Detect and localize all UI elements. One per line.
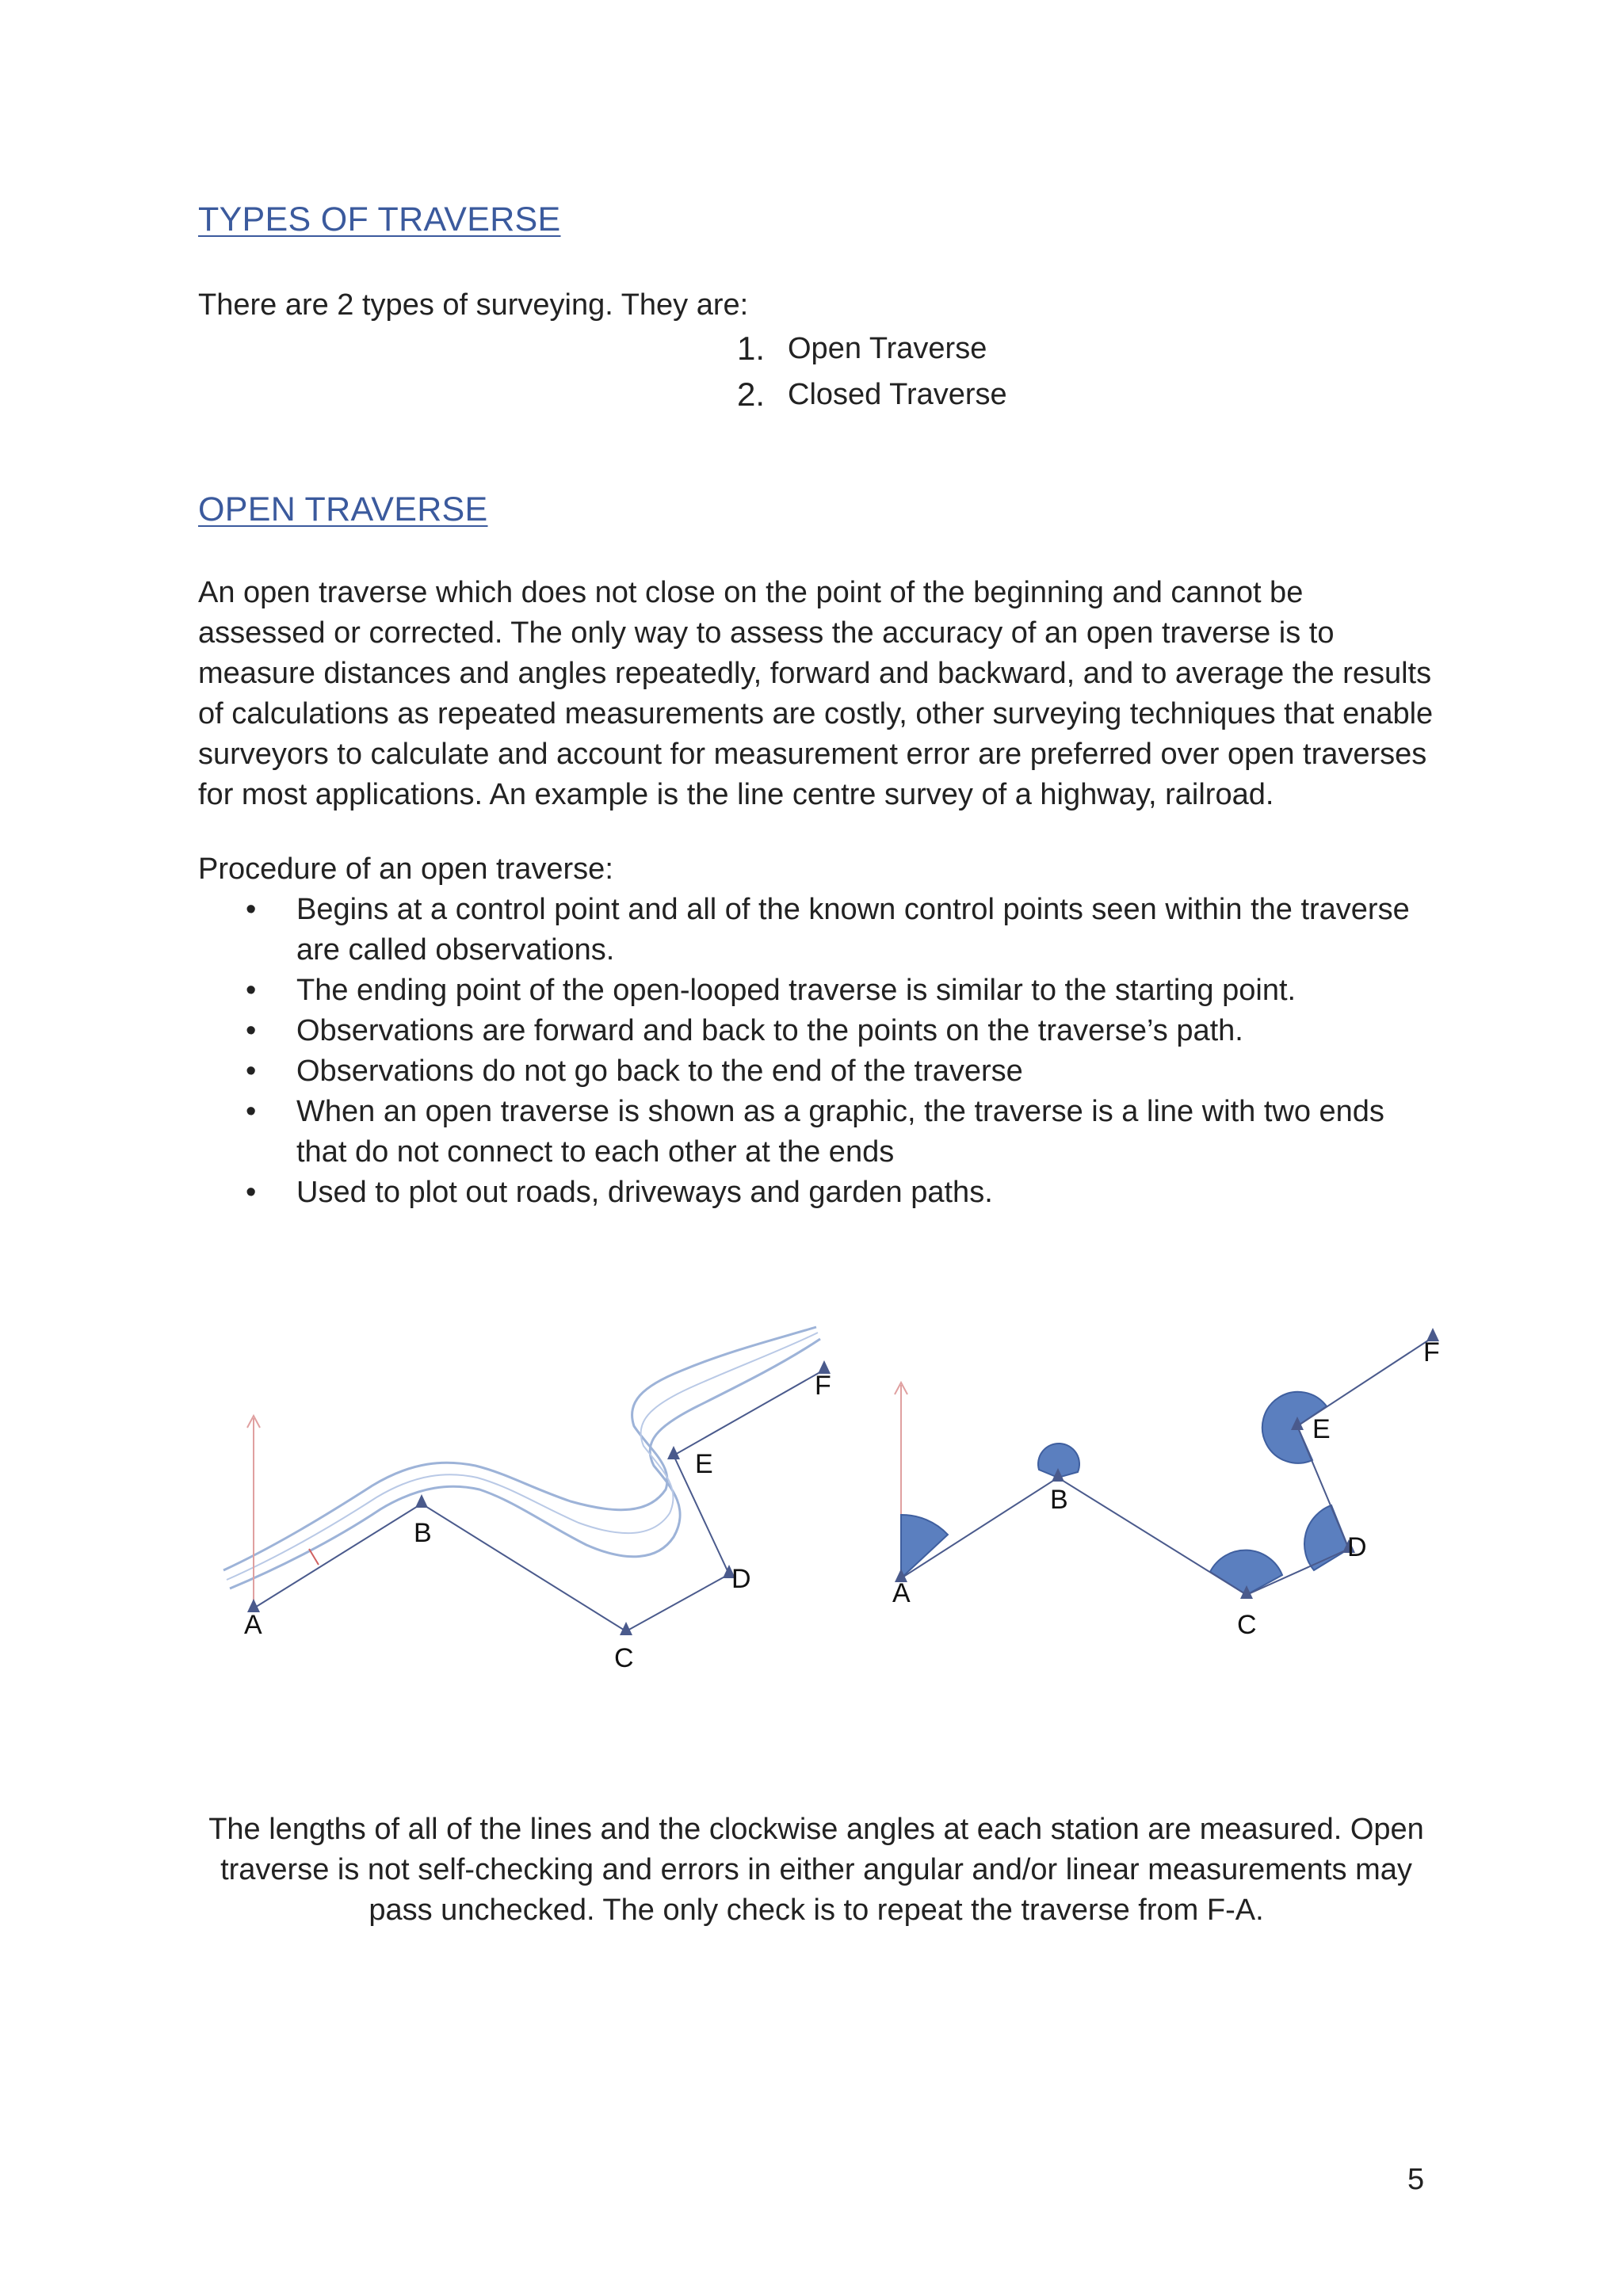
bullet-icon: • [246, 1095, 257, 1128]
bullet-icon: • [246, 893, 257, 926]
procedure-list [246, 890, 1434, 1213]
river-bank-upper [223, 1327, 816, 1570]
open-traverse-paragraph: An open traverse which does not close on the point of the beginning and cannot be assessed or corrected. The only way to assess the accuracy of an open traverse is to measure distances and angles repeatedly, forward and backward, and to average the results of calculations as repeated measurements are costly, other surveying techniques that enable surveyors to calculate and account for measurement error are preferred over open traverses for most applications. An example is the line centre survey of a highway, railroad. [198, 576, 1434, 811]
list-item-text: When an open traverse is shown as a graphic, the traverse is a line with two ends that do not connect to each other at the ends [296, 1095, 1384, 1169]
types-of-traverse-heading: TYPES OF TRAVERSE [198, 200, 561, 238]
list-item [246, 971, 1434, 1011]
open-traverse-angles-figure [864, 1307, 1466, 1648]
list-item-text: Begins at a control point and all of the known control points seen within the traverse are called observations. [296, 893, 1410, 967]
station-label-b: B [1050, 1485, 1068, 1515]
types-intro: There are 2 types of surveying. They are: [198, 288, 749, 322]
station-label-c: C [614, 1643, 634, 1673]
river-bank-lower [230, 1339, 820, 1589]
station-label-e: E [1312, 1414, 1331, 1444]
list-item-text: Used to plot out roads, driveways and garden paths. [296, 1176, 993, 1209]
station-label-c: C [1237, 1610, 1257, 1640]
list-item [246, 1173, 1434, 1213]
list-item [737, 326, 1007, 372]
station-label-d: D [1347, 1532, 1367, 1562]
list-item-label: Closed Traverse [788, 377, 1007, 411]
list-item [246, 890, 1434, 971]
open-traverse-heading: OPEN TRAVERSE [198, 490, 488, 528]
figure-caption: The lengths of all of the lines and the clockwise angles at each station are measured. Open traverse is not self-checking and errors in either angular and/or linear measurements may pass unchecked. The only check is to repeat the traverse from F-A. [208, 1813, 1424, 1927]
list-number: 1. [737, 330, 766, 367]
list-item [246, 1011, 1434, 1051]
river-bank-middle [227, 1333, 818, 1580]
angle-wedge-d [1304, 1505, 1349, 1570]
station-b-marker [415, 1494, 428, 1508]
list-number: 2. [737, 376, 766, 413]
page-number: 5 [1407, 2163, 1425, 2196]
bullet-icon: • [246, 1176, 257, 1209]
station-label-b: B [414, 1518, 432, 1548]
types-list [737, 326, 1007, 418]
station-label-e: E [695, 1449, 713, 1479]
list-item [246, 1092, 1434, 1173]
offset-mark [309, 1549, 319, 1565]
list-item [246, 1051, 1434, 1092]
angle-wedge-a [901, 1515, 948, 1578]
procedure-title: Procedure of an open traverse: [198, 852, 613, 886]
bullet-icon: • [246, 1055, 257, 1088]
station-label-a: A [244, 1610, 262, 1640]
bullet-icon: • [246, 1014, 257, 1047]
list-item [737, 372, 1007, 418]
station-label-d: D [731, 1564, 751, 1594]
station-label-f: F [1423, 1337, 1440, 1367]
list-item-text: Observations are forward and back to the points on the traverse’s path. [296, 1014, 1243, 1047]
station-label-f: F [815, 1371, 831, 1401]
open-traverse-river-figure [214, 1307, 840, 1688]
list-item-label: Open Traverse [788, 331, 987, 365]
station-label-a: A [892, 1578, 911, 1608]
list-item-text: Observations do not go back to the end of the traverse [296, 1055, 1023, 1088]
list-item-text: The ending point of the open-looped traverse is similar to the starting point. [296, 974, 1296, 1007]
bullet-icon: • [246, 974, 257, 1007]
